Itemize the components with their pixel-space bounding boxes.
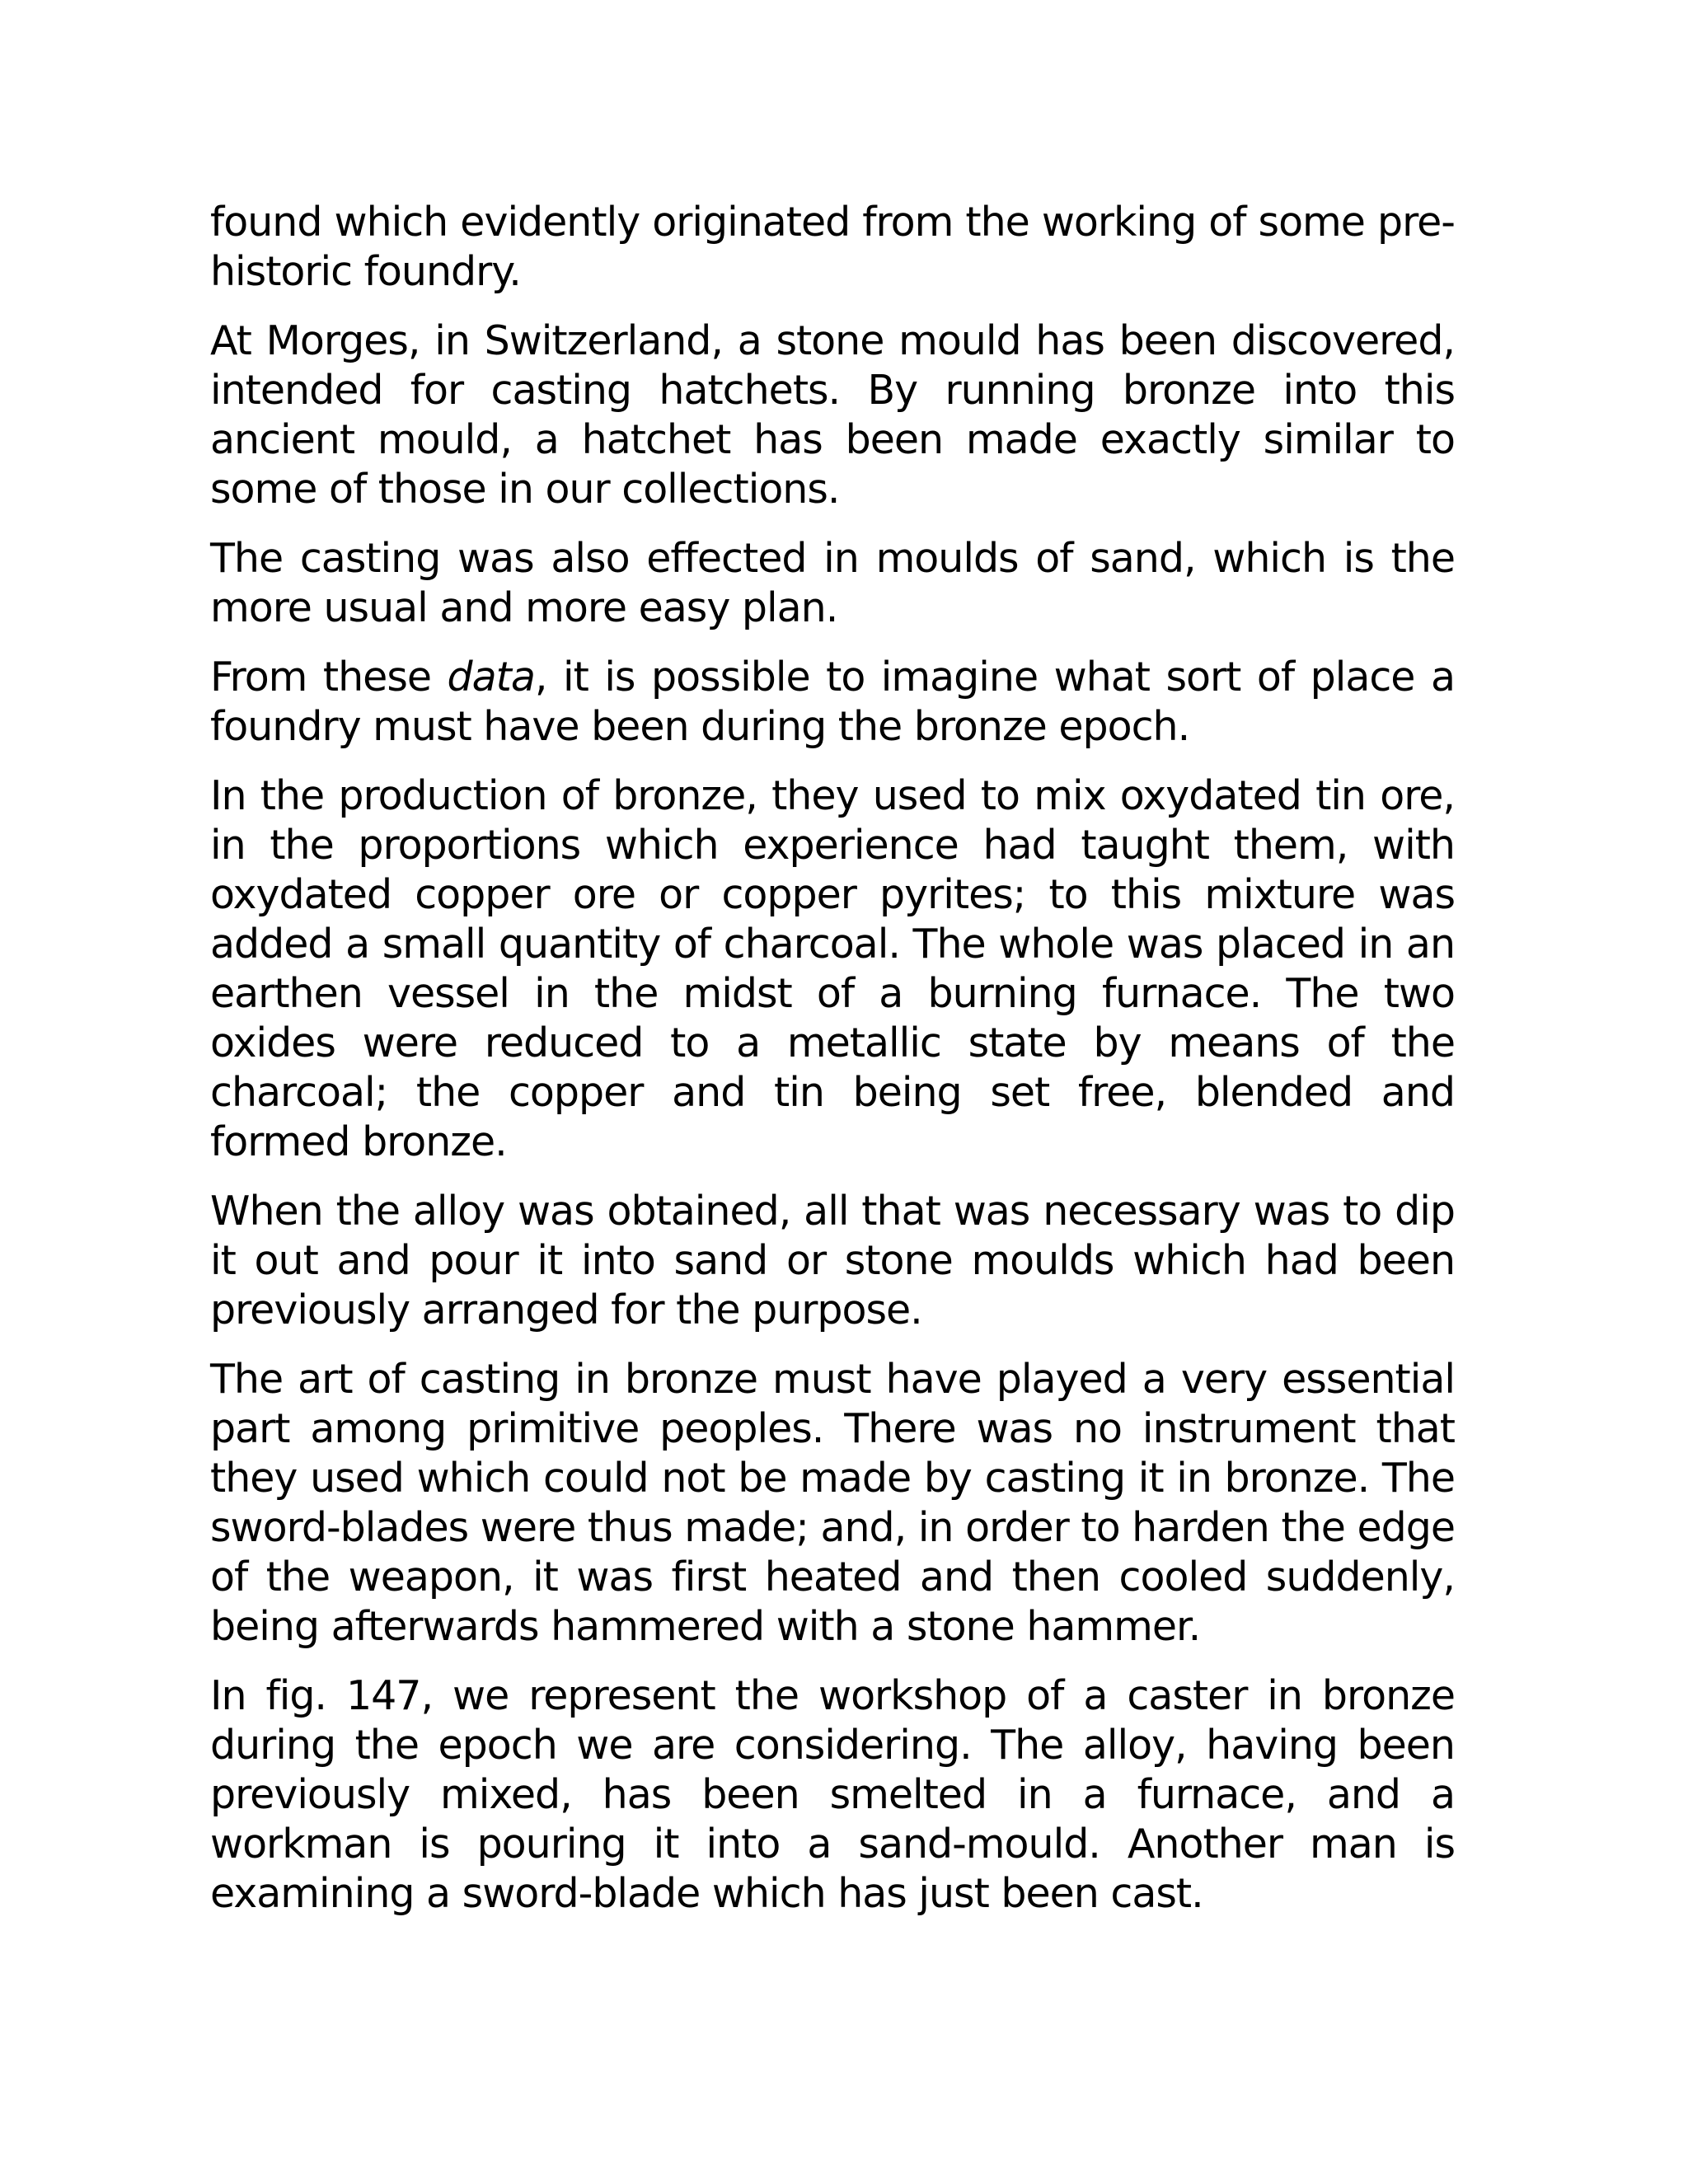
- paragraph-3: The casting was also effected in moulds of sand, which is the more usual and more easy plan.: [210, 535, 1455, 631]
- paragraph-4-before: From these: [210, 654, 448, 701]
- paragraph-4-after: , it is possible to imagine what sort of place a foundry must have been during the bronze epoch.: [210, 654, 1455, 750]
- paragraph-1: found which evidently originated from the working of some pre-historic foundry.: [210, 199, 1455, 295]
- paragraph-4: [210, 653, 1455, 752]
- paragraph-4-italic: data: [447, 654, 535, 701]
- paragraph-2: At Morges, in Switzerland, a stone mould has been discovered, intended for casting hatchets. By running bronze into this ancient mould, a hatchet has been made exactly similar to some of those in our collections.: [210, 317, 1455, 513]
- paragraph-8: In fig. 147, we represent the workshop of a caster in bronze during the epoch we are considering. The alloy, having been previously mixed, has been smelted in a furnace, and a workman is pouring it into a sand-mould. Another man is examining a sword-blade which has just been cast.: [210, 1672, 1455, 1917]
- paragraph-7: The art of casting in bronze must have played a very essential part among primitive peoples. There was no instrument that they used which could not be made by casting it in bronze. The sword-blades were thus made; and, in order to harden the edge of the weapon, it was first heated and then cooled suddenly, being afterwards hammered with a stone hammer.: [210, 1356, 1455, 1650]
- paragraph-6: When the alloy was obtained, all that was necessary was to dip it out and pour it into sand or stone moulds which had been previously arranged for the purpose.: [210, 1188, 1455, 1333]
- body-text: [210, 198, 1455, 1938]
- paragraph-5: In the production of bronze, they used to mix oxydated tin ore, in the proportions which experience had taught them, with oxydated copper ore or copper pyrites; to this mixture was added a small quantity of charcoal. The whole was placed in an earthen vessel in the midst of a burning furnace. The two oxides were reduced to a metallic state by means of the charcoal; the copper and tin being set free, blended and formed bronze.: [210, 772, 1455, 1165]
